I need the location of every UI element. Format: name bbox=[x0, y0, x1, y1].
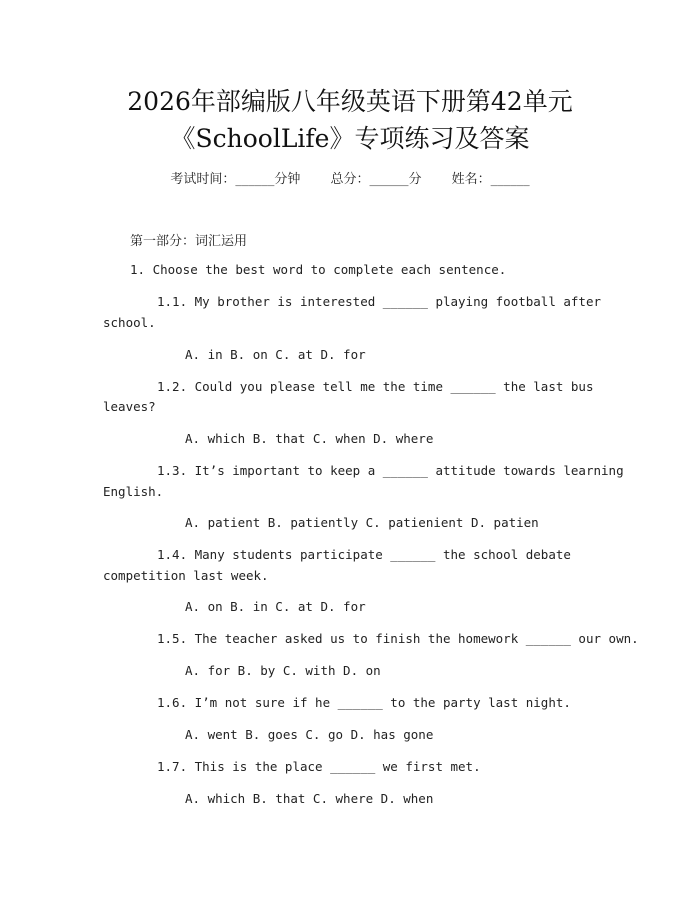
question-item-1-6-line1: 1.6. I’m not sure if he ______ to the party last night. bbox=[157, 695, 571, 710]
question-item-1-1-line1: 1.1. My brother is interested ______ playing football after bbox=[157, 294, 602, 309]
question-item-1-2-options: A. which B. that C. when D. where bbox=[185, 431, 434, 446]
student-name: 姓名：______ bbox=[451, 172, 530, 187]
question-item-1-5-line1: 1.5. The teacher asked us to finish the homework ______ our own. bbox=[157, 631, 639, 646]
question-item-1-4-options: A. on B. in C. at D. for bbox=[185, 599, 366, 614]
question-item-1-3-line1: 1.3. It’s important to keep a ______ attitude towards learning bbox=[157, 463, 624, 478]
question-item-1-3-line2: English. bbox=[103, 484, 164, 499]
question-item-1-2-line2: leaves? bbox=[103, 399, 156, 414]
exam-time: 考试时间：______分钟 bbox=[170, 172, 301, 187]
question-item-1-1-line2: school. bbox=[103, 315, 156, 330]
title-line-1: 2026年部编版八年级英语下册第42单元 bbox=[127, 87, 573, 116]
question-1-instruction: 1. Choose the best word to complete each sentence. bbox=[130, 262, 507, 277]
question-item-1-3-options: A. patient B. patiently C. patienient D. patien bbox=[185, 515, 539, 530]
question-item-1-4-line1: 1.4. Many students participate ______ the school debate bbox=[157, 547, 571, 562]
question-item-1-7-options: A. which B. that C. where D. when bbox=[185, 791, 434, 806]
section-heading: 第一部分：词汇运用 bbox=[130, 234, 248, 249]
question-item-1-4-line2: competition last week. bbox=[103, 568, 269, 583]
question-item-1-6-options: A. went B. goes C. go D. has gone bbox=[185, 727, 434, 742]
question-item-1-1-options: A. in B. on C. at D. for bbox=[185, 347, 366, 362]
exam-total-score: 总分：______分 bbox=[330, 172, 422, 187]
question-item-1-7-line1: 1.7. This is the place ______ we first met. bbox=[157, 759, 481, 774]
exam-meta bbox=[0, 168, 700, 187]
question-item-1-2-line1: 1.2. Could you please tell me the time ______ the last bus bbox=[157, 379, 594, 394]
question-item-1-5-options: A. for B. by C. with D. on bbox=[185, 663, 381, 678]
title-line-2: 《SchoolLife》专项练习及答案 bbox=[170, 124, 530, 153]
